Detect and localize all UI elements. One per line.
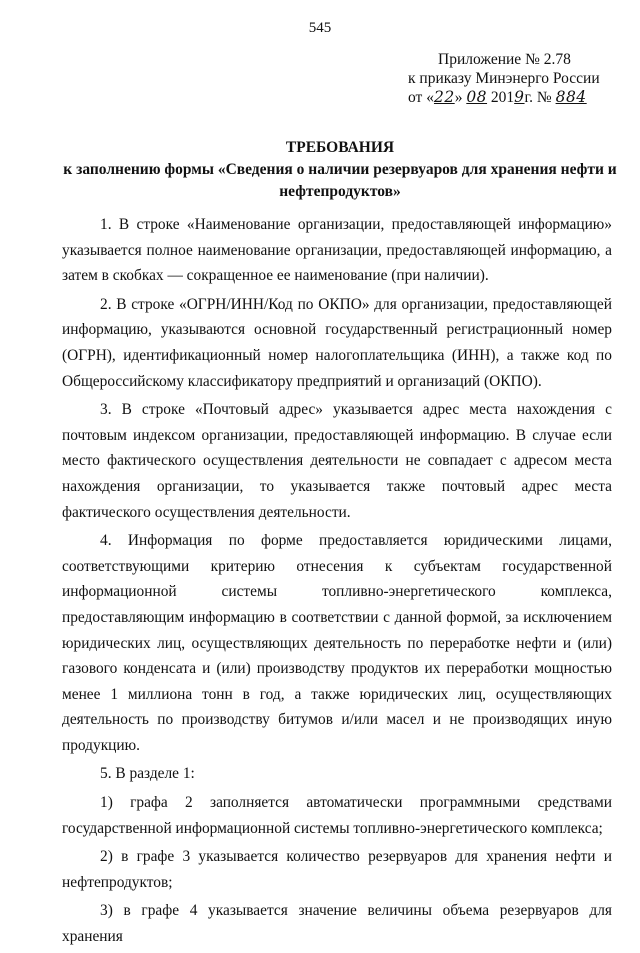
paragraph-1: 1. В строке «Наименование организации, предоставляющей информацию» указывается полное наименование организации, предоставляющей информацию, а затем в скобках — сокращенное ее наименование (при наличии). xyxy=(62,216,612,285)
year-prefix: 201 xyxy=(487,89,515,106)
handwritten-month: 08 xyxy=(466,88,488,106)
handwritten-year-digit: 9 xyxy=(514,88,525,106)
date-mid: » xyxy=(454,89,467,106)
document-title xyxy=(62,137,618,203)
title-heading: ТРЕБОВАНИЯ xyxy=(285,139,395,156)
appendix-title: Приложение № 2.78 xyxy=(438,51,571,68)
handwritten-order-number: 884 xyxy=(555,88,587,106)
paragraph-5: 5. В разделе 1: xyxy=(100,765,195,783)
paragraph-4: 4. Информация по форме предоставляется юридическими лицами, соответствующими критерию отнесения к субъектам государственной информационной системы топливно-энергетического комплекса, предоставляющим информацию в соответствии с данной формой, за исключением юридических лиц, осуществляющих деятельность по переработке нефти и (или) газового конденсата и (или) производству продуктов их переработки мощностью менее 1 миллиона тонн в год, а также юридических лиц, осуществляющих деятельность по производству битумов и/или масел и не производящих иную продукцию. xyxy=(62,532,612,754)
appendix-date-number xyxy=(408,88,623,107)
date-prefix: от « xyxy=(408,89,434,106)
paragraph-5-item-3: 3) в графе 4 указывается значение величины объема резервуаров для хранения xyxy=(62,902,612,946)
title-subheading: к заполнению формы «Сведения о наличии резервуаров для хранения нефти и нефтепродуктов» xyxy=(63,161,617,200)
document-body xyxy=(62,212,612,953)
paragraph-5-item-2: 2) в графе 3 указывается количество резервуаров для хранения нефти и нефтепродуктов; xyxy=(62,848,612,891)
appendix-order-reference: к приказу Минэнерго России xyxy=(408,70,600,87)
page-number: 545 xyxy=(308,20,332,36)
paragraph-5-item-1: 1) графа 2 заполняется автоматически программными средствами государственной информационной системы топливно-энергетического комплекса; xyxy=(62,794,612,837)
handwritten-day: 22 xyxy=(433,88,455,106)
number-prefix: г. № xyxy=(524,89,556,106)
paragraph-3: 3. В строке «Почтовый адрес» указывается адрес места нахождения с почтовым индексом организации, предоставляющей информацию. В случае если место фактического осуществления деятельности не совпадает с адресом места нахождения организации, то указывается также почтовый адрес места фактического осуществления деятельности. xyxy=(62,401,612,521)
appendix-header xyxy=(408,50,623,107)
paragraph-2: 2. В строке «ОГРН/ИНН/Код по ОКПО» для организации, предоставляющей информацию, указываются основной государственный регистрационный номер (ОГРН), идентификационный номер налогоплательщика (ИНН), а также код по Общероссийскому классификатору предприятий и организаций (ОКПО). xyxy=(62,295,612,390)
